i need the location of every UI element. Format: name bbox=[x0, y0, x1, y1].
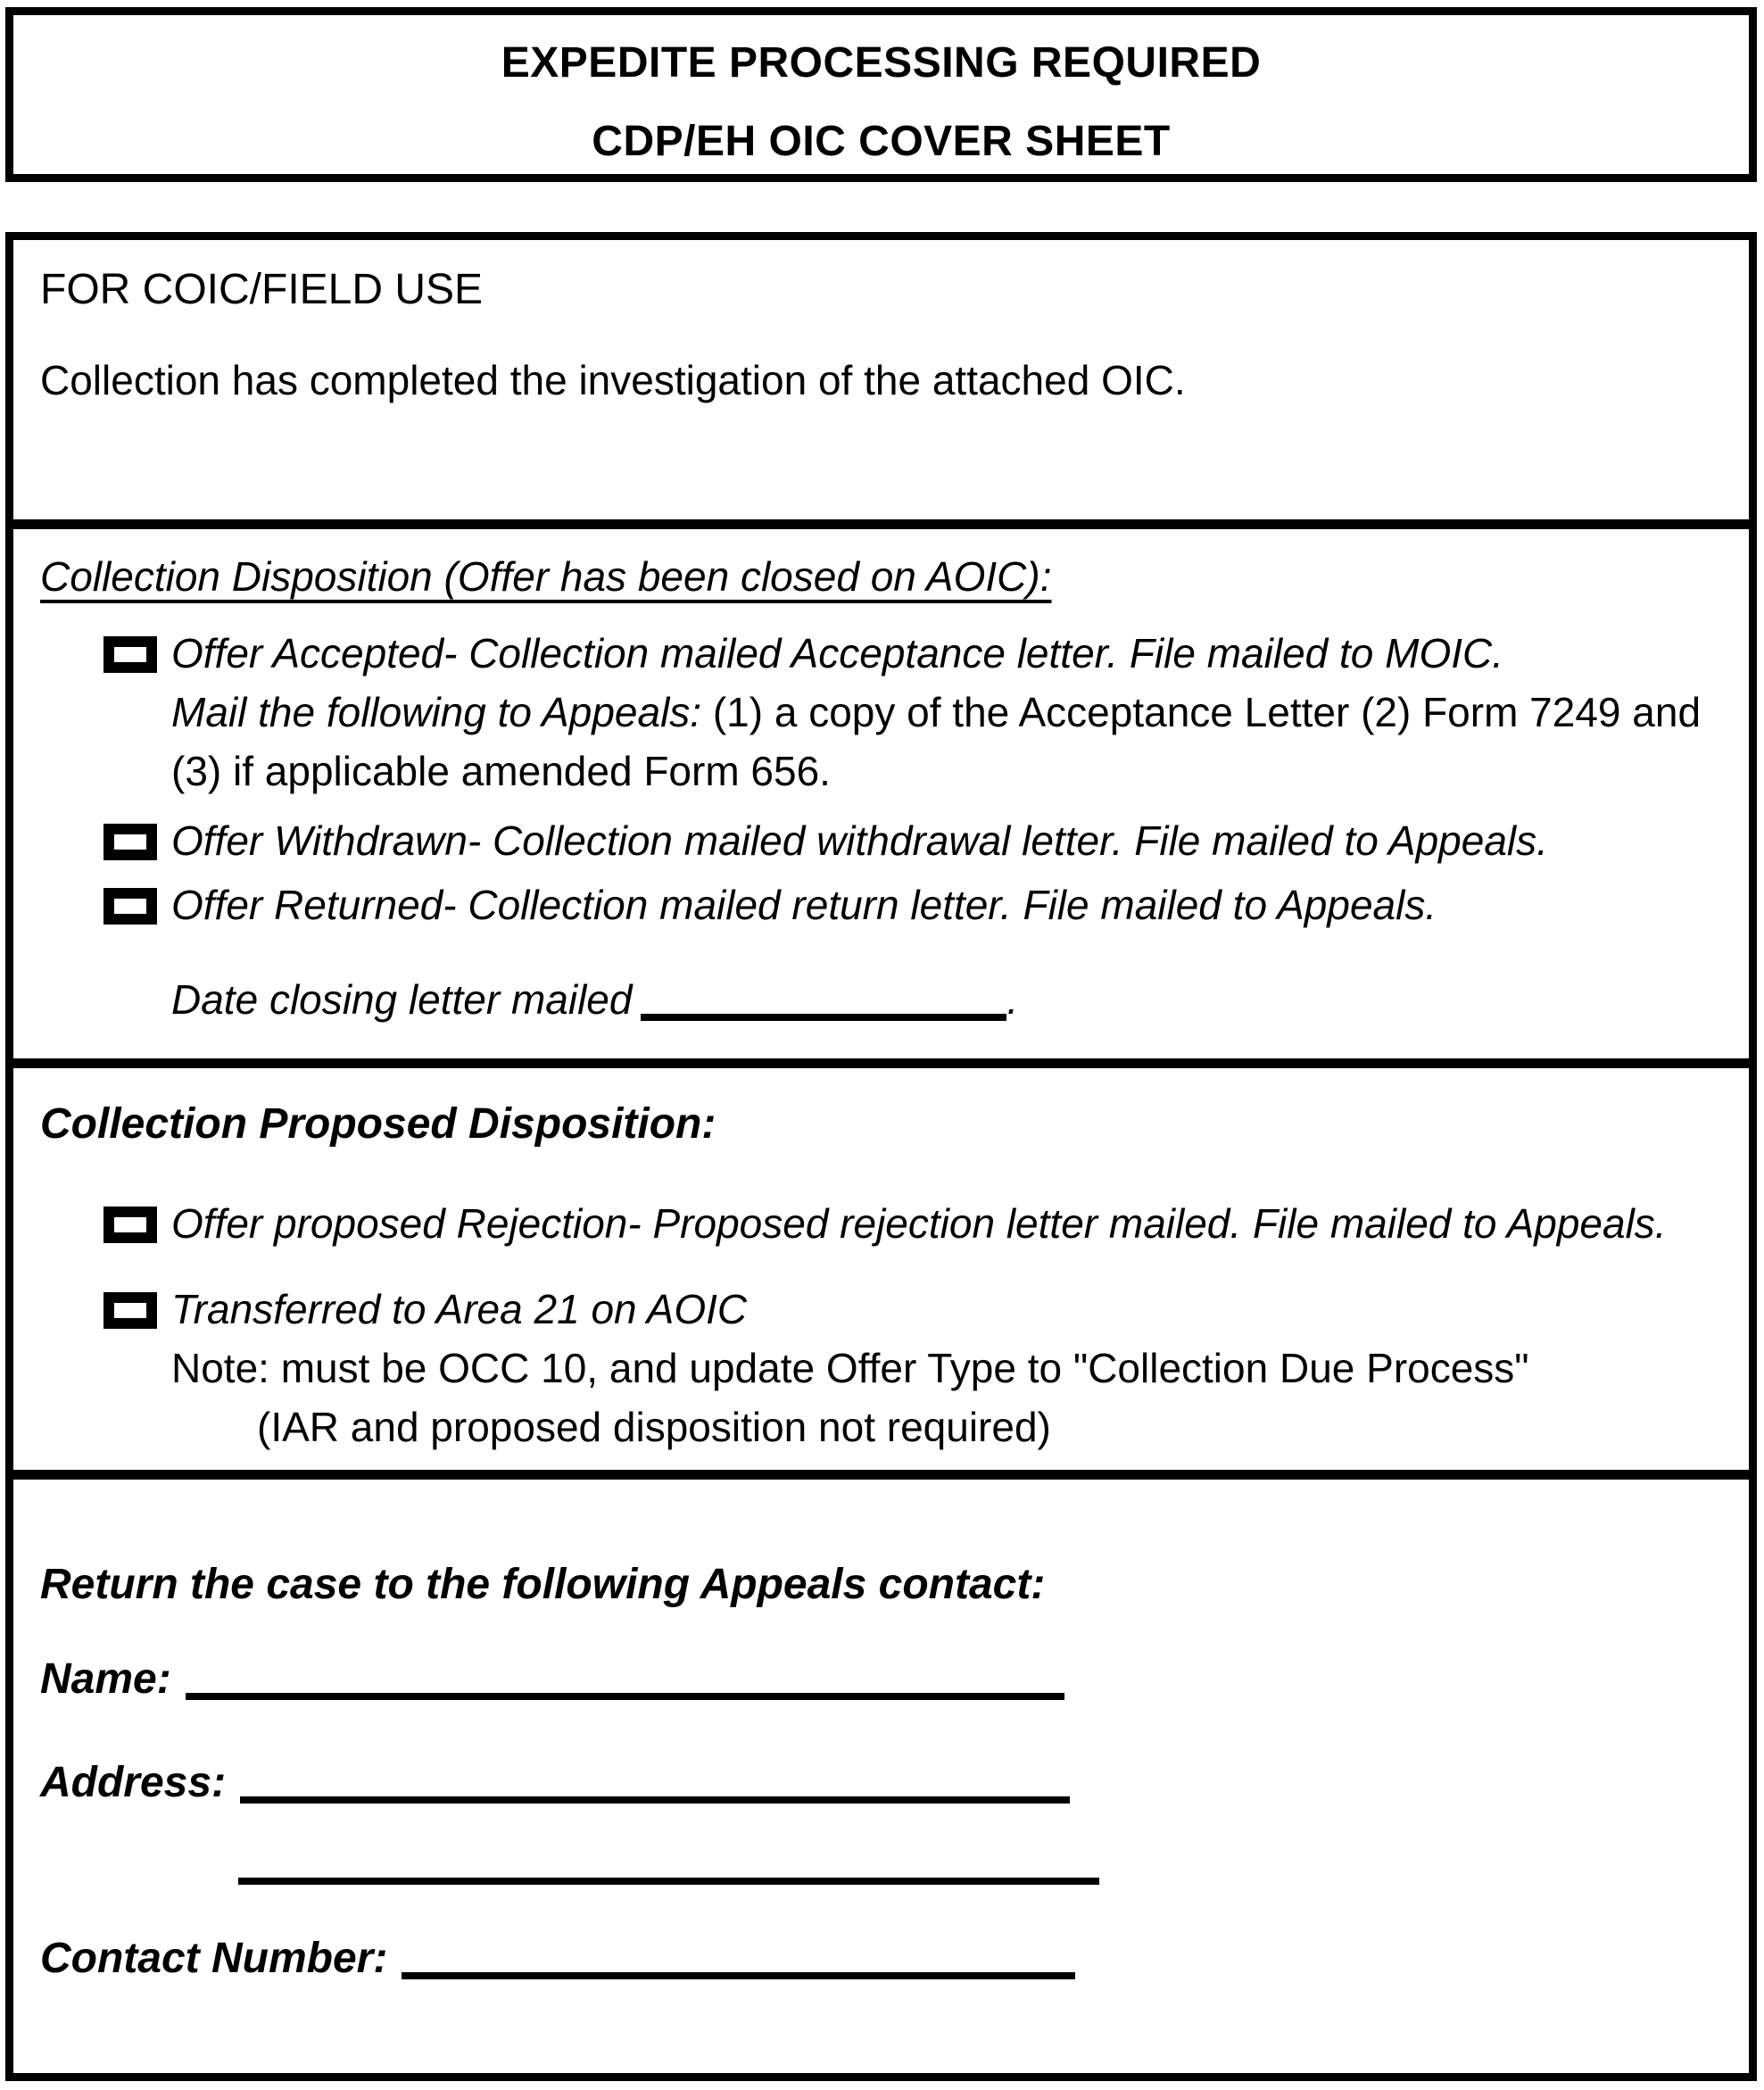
name-blank[interactable] bbox=[186, 1684, 1064, 1700]
offer-returned-item bbox=[104, 875, 1722, 934]
name-label: Name: bbox=[40, 1655, 171, 1703]
expedite-title: EXPEDITE PROCESSING REQUIRED bbox=[501, 39, 1262, 87]
offer-accepted-text bbox=[171, 624, 1701, 800]
date-closing-letter-label: Date closing letter mailed bbox=[171, 976, 633, 1023]
offer-returned-text: Offer Returned- Collection mailed return letter. File mailed to Appeals. bbox=[171, 882, 1437, 928]
transferred-area21-item bbox=[104, 1280, 1722, 1456]
section-coic-field-use bbox=[13, 240, 1749, 519]
proposed-rejection-item bbox=[104, 1194, 1722, 1253]
form-body-box bbox=[5, 232, 1757, 2081]
section-collection-proposed-disposition bbox=[13, 1058, 1749, 1470]
offer-accepted-main: Offer Accepted- Collection mailed Acceptance letter. File mailed to MOIC. bbox=[171, 630, 1504, 676]
section-appeals-contact bbox=[13, 1470, 1749, 2073]
address-second-blank[interactable] bbox=[238, 1869, 1099, 1885]
date-closing-letter-blank[interactable] bbox=[641, 1005, 1006, 1021]
contact-number-field-row bbox=[40, 1929, 1722, 1988]
address-blank[interactable] bbox=[240, 1787, 1070, 1804]
address-field-row bbox=[40, 1754, 1722, 1812]
address-second-line-row bbox=[238, 1835, 1722, 1894]
offer-withdrawn-text: Offer Withdrawn- Collection mailed withdrawal letter. File mailed to Appeals. bbox=[171, 817, 1548, 864]
contact-number-blank[interactable] bbox=[402, 1963, 1075, 1979]
date-closing-letter-row bbox=[171, 970, 1722, 1029]
cover-sheet-subtitle: CDP/EH OIC COVER SHEET bbox=[592, 118, 1171, 165]
proposed-rejection-text: Offer proposed Rejection- Proposed rejection letter mailed. File mailed to Appeals. bbox=[171, 1200, 1667, 1247]
offer-accepted-checkbox[interactable] bbox=[104, 636, 157, 673]
area21-note-line1: Note: must be OCC 10, and update Offer Type to "Collection Due Process" bbox=[171, 1345, 1529, 1391]
proposed-rejection-checkbox[interactable] bbox=[104, 1207, 157, 1243]
offer-accepted-item bbox=[104, 624, 1722, 800]
offer-withdrawn-checkbox[interactable] bbox=[104, 824, 157, 860]
offer-accepted-sub1: Mail the following to Appeals: (1) a copy of the Acceptance Letter (2) Form 7249 and bbox=[171, 689, 1702, 735]
coic-field-use-title: FOR COIC/FIELD USE bbox=[40, 266, 484, 313]
transferred-area21-text bbox=[171, 1280, 1529, 1456]
offer-withdrawn-item bbox=[104, 811, 1722, 870]
coic-field-use-text: Collection has completed the investigation of the attached OIC. bbox=[40, 357, 1186, 403]
collection-disposition-heading: Collection Disposition (Offer has been closed on AOIC): bbox=[40, 553, 1052, 600]
address-label: Address: bbox=[40, 1759, 227, 1806]
date-closing-letter-period: . bbox=[1006, 976, 1019, 1023]
section-collection-disposition bbox=[13, 519, 1749, 1058]
offer-accepted-sub2: (3) if applicable amended Form 656. bbox=[171, 748, 831, 794]
header-banner-box bbox=[5, 7, 1757, 182]
proposed-disposition-heading: Collection Proposed Disposition: bbox=[40, 1100, 716, 1148]
contact-number-label: Contact Number: bbox=[40, 1935, 388, 1982]
appeals-contact-heading: Return the case to the following Appeals contact: bbox=[40, 1561, 1046, 1608]
transferred-area21-checkbox[interactable] bbox=[104, 1292, 157, 1329]
transferred-area21-main: Transferred to Area 21 on AOIC bbox=[171, 1286, 748, 1332]
offer-returned-checkbox[interactable] bbox=[104, 888, 157, 925]
name-field-row bbox=[40, 1650, 1722, 1709]
area21-note-line2: (IAR and proposed disposition not required) bbox=[257, 1404, 1051, 1450]
